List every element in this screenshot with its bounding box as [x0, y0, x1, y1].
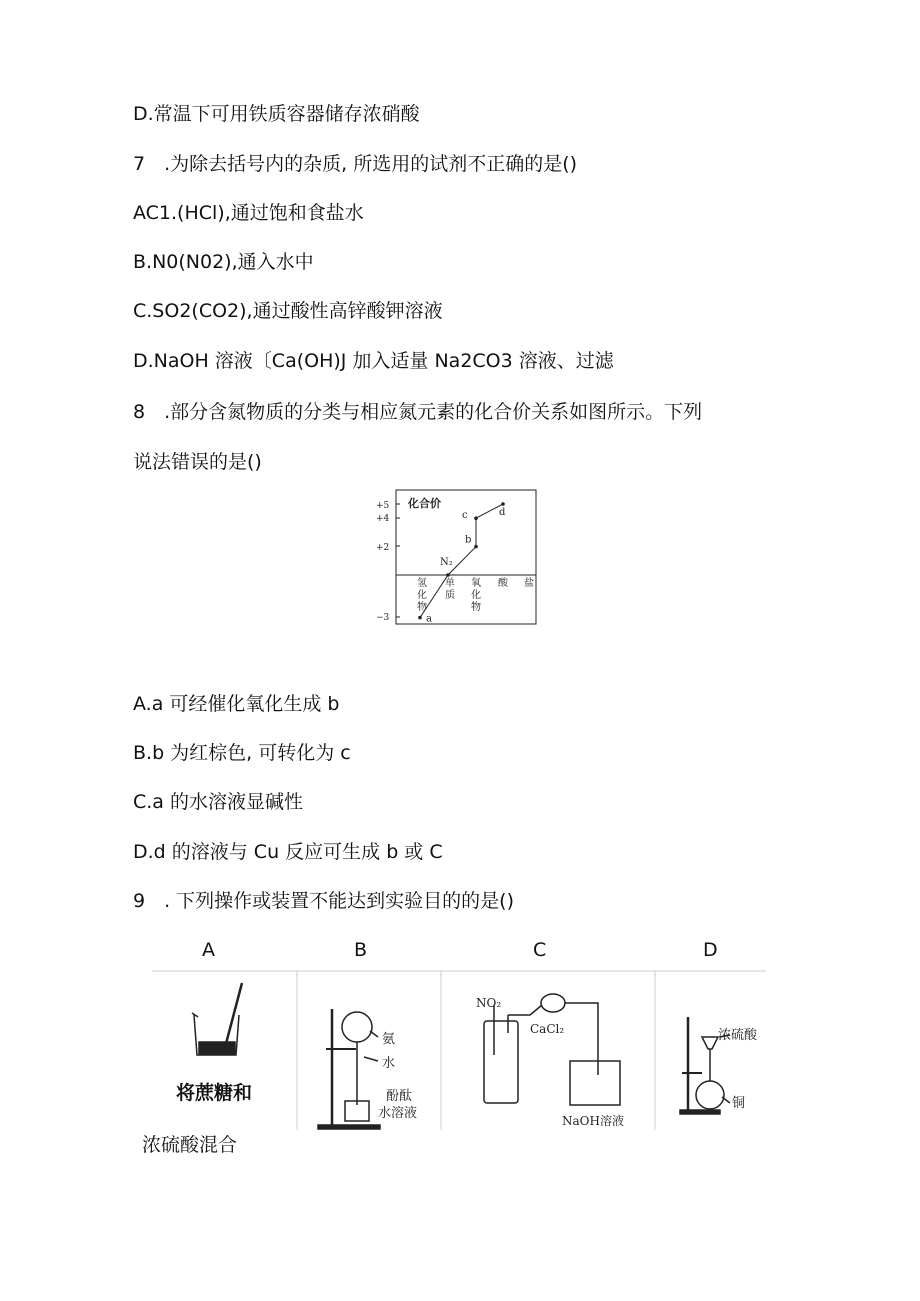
q9-label-d: D	[703, 939, 718, 961]
point-4	[501, 502, 505, 506]
caption-a-line1: 将蔗糖和	[176, 1082, 253, 1104]
point-label-4: d	[499, 507, 506, 518]
flask-b	[342, 1012, 372, 1042]
q7-option-c: C.SO2(CO2),通过酸性高锌酸钾溶液	[133, 300, 443, 322]
apparatus-c-absorption	[484, 994, 620, 1105]
category-label-acid: 酸	[498, 578, 508, 589]
q9-label-c: C	[533, 939, 547, 961]
category-label-salt: 盐	[524, 578, 534, 589]
label-phenolphthalein: 酚酞	[386, 1089, 413, 1104]
q9-apparatus-strip	[150, 965, 770, 1135]
chart-title: 化合价	[408, 497, 441, 510]
charred-sugar	[199, 1042, 235, 1054]
point-1	[446, 573, 450, 577]
category-label-hydride: 氢化物	[417, 578, 427, 613]
label-ammonia: 氨	[382, 1032, 396, 1047]
point-3	[474, 516, 478, 520]
label-naoh-solution: NaOH溶液	[562, 1114, 624, 1128]
flask-d	[696, 1081, 724, 1109]
beaker-a-lip	[192, 1013, 198, 1017]
q9-label-a: A	[202, 939, 215, 961]
funnel-d	[702, 1037, 718, 1049]
point-label-1: N₂	[440, 557, 453, 568]
apparatus-a-beaker	[192, 983, 242, 1055]
point-0	[418, 616, 422, 620]
ytick-minus3: −3	[376, 613, 390, 623]
ytick-plus5: +5	[376, 501, 390, 511]
q8-stem-line2: 说法错误的是()	[133, 451, 262, 473]
label-no2: NO₂	[476, 996, 502, 1010]
label-water: 水	[382, 1056, 396, 1071]
stand-base-d	[680, 1110, 720, 1114]
connector-c	[508, 1005, 542, 1015]
q7-option-a: AC1.(HCl),通过饱和食盐水	[133, 202, 364, 224]
q7-stem: 7 .为除去括号内的杂质, 所选用的试剂不正确的是()	[133, 153, 578, 175]
leader-ammonia	[370, 1031, 378, 1037]
q8-option-a: A.a 可经催化氧化生成 b	[133, 693, 340, 715]
q7-option-d: D.NaOH 溶液〔Ca(OH)J 加入适量 Na2CO3 溶液、过滤	[133, 350, 614, 372]
label-conc-sulfuric-acid: 浓硫酸	[718, 1028, 758, 1043]
leader-water	[364, 1057, 378, 1061]
label-copper: 铜	[732, 1096, 746, 1111]
ytick-plus4: +4	[376, 514, 390, 524]
caption-a-line2: 浓硫酸混合	[142, 1134, 238, 1156]
q7-option-b: B.N0(N02),通入水中	[133, 251, 314, 273]
beaker-c	[570, 1061, 620, 1105]
stand-base-b	[318, 1125, 380, 1129]
category-label-oxide: 氧化物	[471, 578, 481, 613]
q9-stem: 9 . 下列操作或装置不能达到实验目的的是()	[133, 890, 514, 912]
q8-option-b: B.b 为红棕色, 可转化为 c	[133, 742, 351, 764]
nitrogen-valence-chart	[370, 488, 542, 630]
point-label-2: b	[465, 534, 472, 546]
q8-option-d: D.d 的溶液与 Cu 反应可生成 b 或 C	[133, 841, 443, 863]
category-labels	[417, 576, 534, 613]
label-cacl2: CaCl₂	[530, 1022, 565, 1036]
point-label-3: c	[462, 510, 468, 522]
gas-bottle-c	[484, 1021, 518, 1103]
label-aqueous-solution: 水溶液	[378, 1106, 418, 1121]
point-label-0: a	[426, 613, 432, 625]
q8-stem-line1: 8 .部分含氮物质的分类与相应氮元素的化合价关系如图所示。下列	[133, 401, 703, 423]
point-2	[474, 545, 478, 549]
ytick-plus2: +2	[376, 543, 390, 553]
valence-points	[418, 502, 506, 624]
q9-label-b: B	[354, 939, 368, 961]
q8-option-c: C.a 的水溶液显碱性	[133, 791, 303, 813]
apparatus-b-fountain	[318, 1009, 380, 1129]
q6-option-d: D.常温下可用铁质容器储存浓硝酸	[133, 103, 420, 125]
category-label-element: 单质	[445, 578, 455, 601]
drying-tube-c	[541, 994, 565, 1012]
